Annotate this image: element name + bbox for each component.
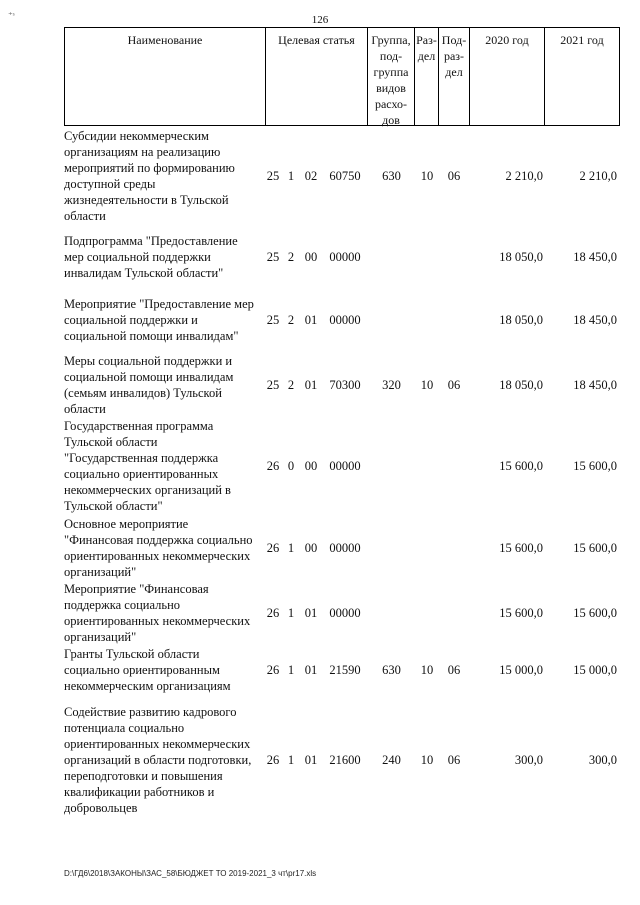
target-part-3: 01 [304, 378, 318, 392]
corner-mark: ⁺ˢ [8, 10, 15, 20]
amount-2020: 15 600,0 [499, 606, 543, 620]
row-name: Гранты Тульской области социально ориентированным некоммерческим организациям [64, 647, 231, 693]
amount-2021: 18 450,0 [573, 250, 617, 264]
target-part-3: 01 [304, 663, 318, 677]
section-value: 10 [420, 753, 434, 767]
amount-2020: 18 050,0 [499, 250, 543, 264]
amount-2020: 18 050,0 [499, 378, 543, 392]
page-number: 126 [311, 14, 329, 26]
target-part-2: 1 [287, 169, 295, 183]
amount-2021: 300,0 [588, 753, 617, 767]
target-part-4: 70300 [329, 378, 361, 392]
subsection-value: 06 [447, 378, 461, 392]
target-part-1: 26 [266, 606, 280, 620]
file-path-footer: D:\ГД6\2018\ЗАКОНЫ\ЗАС_58\БЮДЖЕТ ТО 2019-2021_3 чт\pr17.xls [64, 869, 317, 878]
target-part-1: 25 [266, 378, 280, 392]
row-name: Мероприятие "Финансовая поддержка социально ориентированных некоммерческих организаций" [64, 582, 251, 644]
amount-2020: 2 210,0 [505, 169, 543, 183]
amount-2021: 18 450,0 [573, 313, 617, 327]
target-part-1: 26 [266, 459, 280, 473]
group-value: 630 [382, 663, 401, 677]
row-name: Подпрограмма "Предоставление мер социальной поддержки инвалидам Тульской области" [64, 234, 238, 280]
subsection-value: 06 [447, 169, 461, 183]
amount-2021: 18 450,0 [573, 378, 617, 392]
target-part-1: 25 [266, 250, 280, 264]
amount-2020: 15 600,0 [499, 541, 543, 555]
target-part-1: 26 [266, 753, 280, 767]
row-name: Меры социальной поддержки и социальной помощи инвалидам (семьям инвалидов) Тульской области [64, 354, 234, 416]
target-part-1: 25 [266, 169, 280, 183]
target-part-2: 1 [287, 753, 295, 767]
row-name: Основное мероприятие "Финансовая поддержка социально ориентированных некоммерческих организаций" [64, 517, 253, 579]
target-part-4: 00000 [329, 606, 361, 620]
target-part-2: 2 [287, 378, 295, 392]
target-part-4: 00000 [329, 250, 361, 264]
row-name: Субсидии некоммерческим организациям на реализацию мероприятий по формированию доступной среды жизнедеятельности в Тульской области [64, 129, 235, 223]
target-part-2: 0 [287, 459, 295, 473]
target-part-4: 00000 [329, 459, 361, 473]
target-part-3: 01 [304, 606, 318, 620]
amount-2020: 15 600,0 [499, 459, 543, 473]
subsection-value: 06 [447, 663, 461, 677]
target-part-3: 01 [304, 313, 318, 327]
amount-2020: 15 000,0 [499, 663, 543, 677]
target-part-1: 26 [266, 663, 280, 677]
amount-2021: 2 210,0 [579, 169, 617, 183]
amount-2021: 15 600,0 [573, 541, 617, 555]
target-part-4: 00000 [329, 541, 361, 555]
target-part-3: 01 [304, 753, 318, 767]
row-name: Содействие развитию кадрового потенциала социально ориентированных некоммерческих организаций в области подготовки, переподготовки и повышения квалификации работников и добровольцев [64, 705, 252, 815]
target-part-4: 60750 [329, 169, 361, 183]
header-group: Группа, под- группа видов расхо- дов [368, 28, 415, 125]
target-part-3: 00 [304, 250, 318, 264]
group-value: 320 [382, 378, 401, 392]
header-subsection: Под- раз- дел [439, 28, 470, 125]
amount-2020: 300,0 [514, 753, 543, 767]
section-value: 10 [420, 378, 434, 392]
amount-2021: 15 000,0 [573, 663, 617, 677]
target-part-2: 2 [287, 250, 295, 264]
target-part-3: 00 [304, 459, 318, 473]
header-name: Наименование [65, 28, 266, 125]
target-part-3: 00 [304, 541, 318, 555]
target-part-4: 00000 [329, 313, 361, 327]
target-part-2: 1 [287, 663, 295, 677]
target-part-3: 02 [304, 169, 318, 183]
section-value: 10 [420, 169, 434, 183]
row-name: Государственная программа Тульской области "Государственная поддержка социально ориентированных некоммерческих организаций в Тульской области" [64, 419, 231, 513]
subsection-value: 06 [447, 753, 461, 767]
amount-2021: 15 600,0 [573, 606, 617, 620]
header-section: Раз- дел [415, 28, 439, 125]
target-part-2: 1 [287, 606, 295, 620]
target-part-2: 2 [287, 313, 295, 327]
target-part-4: 21600 [329, 753, 361, 767]
group-value: 630 [382, 169, 401, 183]
target-part-1: 26 [266, 541, 280, 555]
header-2020: 2020 год [470, 28, 545, 125]
header-target: Целевая статья [266, 28, 368, 125]
amount-2021: 15 600,0 [573, 459, 617, 473]
section-value: 10 [420, 663, 434, 677]
target-part-4: 21590 [329, 663, 361, 677]
table-header [64, 27, 620, 126]
header-2021: 2021 год [560, 33, 604, 47]
amount-2020: 18 050,0 [499, 313, 543, 327]
row-name: Мероприятие "Предоставление мер социальной поддержки и социальной помощи инвалидам" [64, 297, 254, 343]
group-value: 240 [382, 753, 401, 767]
target-part-2: 1 [287, 541, 295, 555]
target-part-1: 25 [266, 313, 280, 327]
